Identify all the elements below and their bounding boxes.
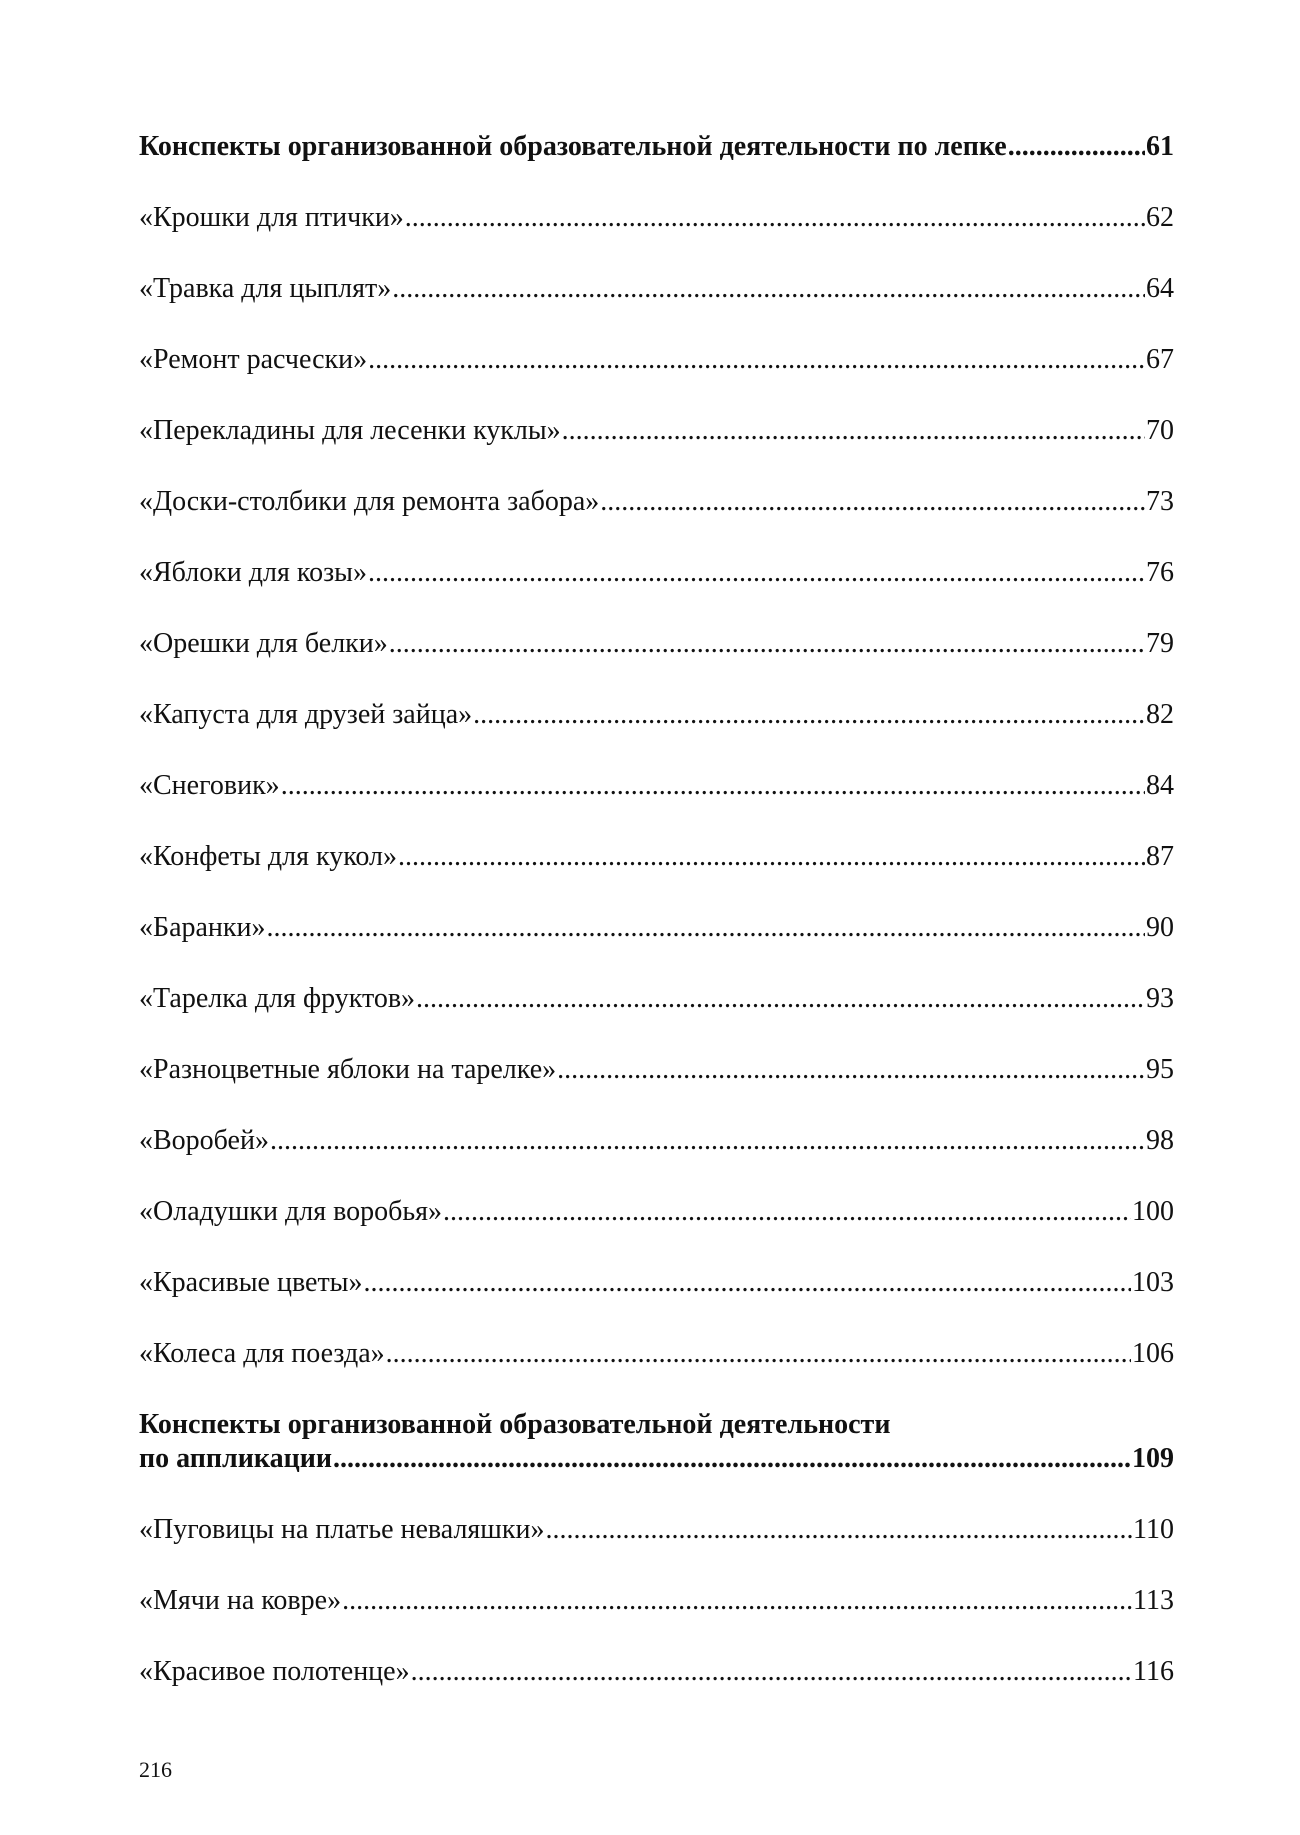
toc-entry — [139, 485, 1174, 519]
dot-leader — [405, 201, 1145, 235]
toc-entry-title: «Снеговик» — [139, 770, 280, 801]
toc-entry — [139, 272, 1174, 306]
toc-entry — [139, 769, 1174, 803]
toc-entry-title: «Мячи на ковре» — [139, 1585, 342, 1616]
dot-leader — [1008, 130, 1145, 164]
page-number: 216 — [139, 1757, 172, 1782]
toc-entry — [139, 1584, 1174, 1618]
dot-leader — [267, 911, 1145, 945]
dot-leader — [368, 343, 1145, 377]
toc-entry — [139, 840, 1174, 874]
toc-entry-title: «Тарелка для фруктов» — [139, 983, 416, 1014]
dot-leader — [443, 1195, 1131, 1229]
toc-entry-title: «Воробей» — [139, 1125, 269, 1156]
toc-entry-page: 106 — [1132, 1338, 1174, 1369]
toc-entry-page: 103 — [1132, 1267, 1174, 1298]
dot-leader — [364, 1266, 1132, 1300]
table-of-contents — [139, 130, 1174, 1726]
toc-entry-page: 79 — [1146, 628, 1174, 659]
toc-section-heading — [139, 1408, 1174, 1476]
dot-leader — [545, 1513, 1132, 1547]
toc-entry-title: «Оладушки для воробья» — [139, 1196, 443, 1227]
toc-section-heading-line2 — [139, 1442, 1174, 1476]
toc-entry-page: 62 — [1146, 202, 1174, 233]
dot-leader — [333, 1442, 1131, 1476]
toc-entry-title: «Капуста для друзей зайца» — [139, 699, 473, 730]
dot-leader — [416, 982, 1145, 1016]
toc-entry-title: по аппликации — [139, 1443, 332, 1474]
toc-entry-page: 61 — [1146, 131, 1174, 162]
dot-leader — [557, 1053, 1145, 1087]
toc-entry-title: Конспекты организованной образовательной деятельности по лепке — [139, 131, 1007, 162]
toc-entry — [139, 1337, 1174, 1371]
toc-entry — [139, 1053, 1174, 1087]
toc-entry-title: «Орешки для белки» — [139, 628, 388, 659]
dot-leader — [389, 627, 1145, 661]
toc-entry — [139, 1124, 1174, 1158]
toc-entry — [139, 982, 1174, 1016]
dot-leader — [562, 414, 1145, 448]
toc-entry — [139, 1266, 1174, 1300]
toc-entry-title: «Ремонт расчески» — [139, 344, 368, 375]
toc-entry-page: 93 — [1146, 983, 1174, 1014]
toc-entry-page: 110 — [1133, 1514, 1174, 1545]
toc-section-heading-line1: Конспекты организованной образовательной деятельности — [139, 1409, 891, 1440]
toc-entry — [139, 556, 1174, 590]
toc-entry-page: 70 — [1146, 415, 1174, 446]
dot-leader — [342, 1584, 1132, 1618]
dot-leader — [386, 1337, 1131, 1371]
toc-entry — [139, 698, 1174, 732]
toc-entry-title: «Яблоки для козы» — [139, 557, 367, 588]
toc-entry-page: 95 — [1146, 1054, 1174, 1085]
toc-entry — [139, 1195, 1174, 1229]
toc-entry-title: «Разноцветные яблоки на тарелке» — [139, 1054, 557, 1085]
dot-leader — [281, 769, 1145, 803]
toc-entry-page: 100 — [1132, 1196, 1174, 1227]
dot-leader — [398, 840, 1145, 874]
toc-entry-page: 82 — [1146, 699, 1174, 730]
toc-entry — [139, 627, 1174, 661]
toc-entry-page: 98 — [1146, 1125, 1174, 1156]
toc-entry-title: «Красивое полотенце» — [139, 1656, 410, 1687]
toc-entry — [139, 911, 1174, 945]
dot-leader — [368, 556, 1145, 590]
toc-entry-page: 64 — [1146, 273, 1174, 304]
toc-section-heading — [139, 130, 1174, 164]
toc-entry-title: «Красивые цветы» — [139, 1267, 363, 1298]
toc-entry — [139, 1655, 1174, 1689]
dot-leader — [392, 272, 1145, 306]
toc-entry-title: «Доски-столбики для ремонта забора» — [139, 486, 600, 517]
toc-entry-page: 90 — [1146, 912, 1174, 943]
dot-leader — [473, 698, 1145, 732]
toc-entry — [139, 1513, 1174, 1547]
toc-entry-page: 109 — [1132, 1443, 1174, 1474]
toc-entry-title: «Колеса для поезда» — [139, 1338, 385, 1369]
toc-entry-title: «Баранки» — [139, 912, 266, 943]
toc-entry-page: 73 — [1146, 486, 1174, 517]
toc-entry-page: 87 — [1146, 841, 1174, 872]
toc-entry-title: «Перекладины для лесенки куклы» — [139, 415, 561, 446]
dot-leader — [411, 1655, 1132, 1689]
toc-entry-page: 84 — [1146, 770, 1174, 801]
toc-entry-page: 113 — [1133, 1585, 1174, 1616]
toc-entry — [139, 201, 1174, 235]
toc-entry — [139, 343, 1174, 377]
toc-entry-title: «Крошки для птички» — [139, 202, 404, 233]
toc-entry-page: 76 — [1146, 557, 1174, 588]
toc-entry-title: «Пуговицы на платье неваляшки» — [139, 1514, 545, 1545]
toc-entry — [139, 414, 1174, 448]
toc-entry-page: 116 — [1133, 1656, 1174, 1687]
toc-entry-page: 67 — [1146, 344, 1174, 375]
dot-leader — [270, 1124, 1145, 1158]
dot-leader — [600, 485, 1145, 519]
toc-entry-title: «Конфеты для кукол» — [139, 841, 397, 872]
toc-entry-title: «Травка для цыплят» — [139, 273, 392, 304]
